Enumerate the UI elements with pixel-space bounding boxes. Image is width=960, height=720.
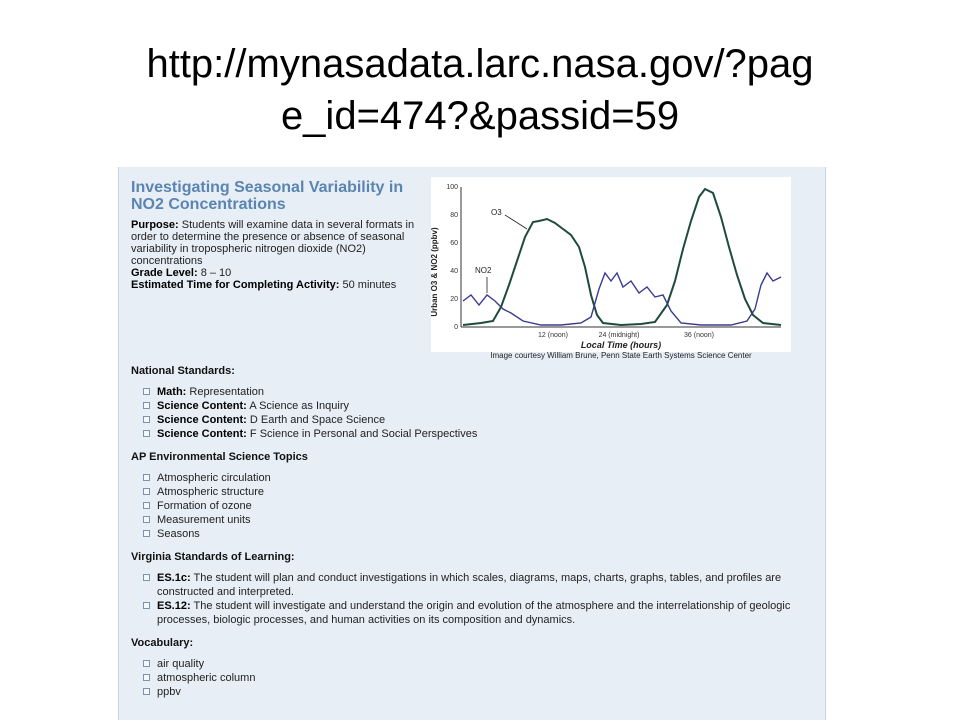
no2-series-label: NO2 [475, 266, 492, 275]
list-item [143, 471, 821, 485]
bullet-icon [143, 488, 150, 495]
grade-level [131, 267, 421, 279]
item-text: A Science as Inquiry [249, 400, 349, 412]
bullet-icon [143, 602, 150, 609]
bullet-icon [143, 430, 150, 437]
y-tick-80: 80 [450, 212, 458, 219]
estimated-time [131, 279, 421, 291]
time-label: Estimated Time for Completing Activity: [131, 279, 340, 291]
list-item [143, 571, 821, 599]
time-value: 50 minutes [342, 279, 397, 291]
list-item [143, 685, 821, 699]
bullet-icon [143, 660, 150, 667]
list-item [143, 413, 821, 427]
x-tick-noon-12: 12 (noon) [538, 332, 568, 339]
national-standards-heading: National Standards: [131, 365, 235, 377]
list-item [143, 657, 821, 671]
ozone-no2-figure [431, 177, 791, 362]
item-label: Science Content: [157, 428, 247, 440]
slide-title-line-2: e_id=474?&passid=59 [280, 94, 680, 138]
slide-title-line-1: http://mynasadata.larc.nasa.gov/?pag [146, 42, 814, 86]
bullet-icon [143, 674, 150, 681]
list-item [143, 399, 821, 413]
grade-label: Grade Level: [131, 267, 198, 279]
item-text: The student will plan and conduct investigations in which scales, diagrams, maps, charts, graphs, tables, and profiles are constructed and interpreted. [157, 572, 782, 598]
ap-topics-list [143, 471, 821, 541]
list-item [143, 427, 821, 441]
bullet-icon [143, 502, 150, 509]
bullet-icon [143, 530, 150, 537]
webpage-screenshot [118, 167, 826, 720]
ap-topics-heading: AP Environmental Science Topics [131, 451, 308, 463]
item-label: Math: [157, 386, 187, 398]
list-item [143, 485, 821, 499]
article-header [131, 179, 421, 291]
y-tick-40: 40 [450, 268, 458, 275]
item-text: air quality [157, 658, 205, 670]
x-tick-midnight-24: 24 (midnight) [598, 332, 640, 339]
bullet-icon [143, 574, 150, 581]
purpose-label: Purpose: [131, 219, 179, 231]
item-text: Atmospheric structure [157, 486, 264, 498]
purpose-text: Students will examine data in several formats in order to determine the presence or absence of seasonal variability in tropospheric nitrogen dioxide (NO2) concentrations [131, 219, 415, 267]
item-text: F Science in Personal and Social Perspectives [249, 428, 478, 440]
list-item [143, 527, 821, 541]
item-label: Science Content: [157, 414, 247, 426]
national-standards-list [143, 385, 821, 441]
item-text: Representation [189, 386, 264, 398]
item-label: ES.12: [157, 600, 191, 612]
ozone-no2-plot [431, 177, 791, 352]
vocabulary-list [143, 657, 821, 699]
bullet-icon [143, 474, 150, 481]
y-tick-20: 20 [450, 296, 458, 303]
item-text: D Earth and Space Science [249, 414, 386, 426]
virginia-standards-list [143, 571, 821, 627]
vocabulary-heading: Vocabulary: [131, 637, 194, 649]
y-tick-0: 0 [454, 324, 458, 331]
bullet-icon [143, 688, 150, 695]
item-label: Science Content: [157, 400, 247, 412]
y-tick-60: 60 [450, 240, 458, 247]
bullet-icon [143, 388, 150, 395]
item-text: Formation of ozone [157, 500, 252, 512]
slide-title [40, 38, 920, 142]
purpose [131, 219, 421, 267]
list-item [143, 385, 821, 399]
item-text: Atmospheric circulation [157, 472, 271, 484]
plot-background [431, 177, 791, 352]
item-text: The student will investigate and understand the origin and evolution of the atmosphere and the interrelationship of geologic processes, biologic processes, and human activities on its composition and dynamics. [157, 600, 791, 626]
bullet-icon [143, 516, 150, 523]
item-text: Measurement units [157, 514, 251, 526]
item-text: ppbv [157, 686, 181, 698]
article-title: Investigating Seasonal Variability in NO2 Concentrations [131, 179, 404, 213]
bullet-icon [143, 402, 150, 409]
list-item [143, 513, 821, 527]
image-credit: Image courtesy William Brune, Penn State Earth Systems Science Center [490, 351, 752, 360]
item-text: atmospheric column [157, 672, 256, 684]
list-item [143, 499, 821, 513]
list-item [143, 599, 821, 627]
x-axis-label: Local Time (hours) [580, 340, 662, 350]
item-label: ES.1c: [157, 572, 191, 584]
virginia-standards-heading: Virginia Standards of Learning: [131, 551, 295, 563]
x-tick-noon-36: 36 (noon) [684, 332, 714, 339]
o3-series-label: O3 [491, 208, 502, 217]
bullet-icon [143, 416, 150, 423]
item-text: Seasons [157, 528, 200, 540]
y-axis-label: Urban O3 & NO2 (ppbv) [430, 227, 439, 317]
list-item [143, 671, 821, 685]
y-tick-100: 100 [446, 184, 458, 191]
grade-value: 8 – 10 [200, 267, 232, 279]
standards-sections [131, 365, 821, 709]
